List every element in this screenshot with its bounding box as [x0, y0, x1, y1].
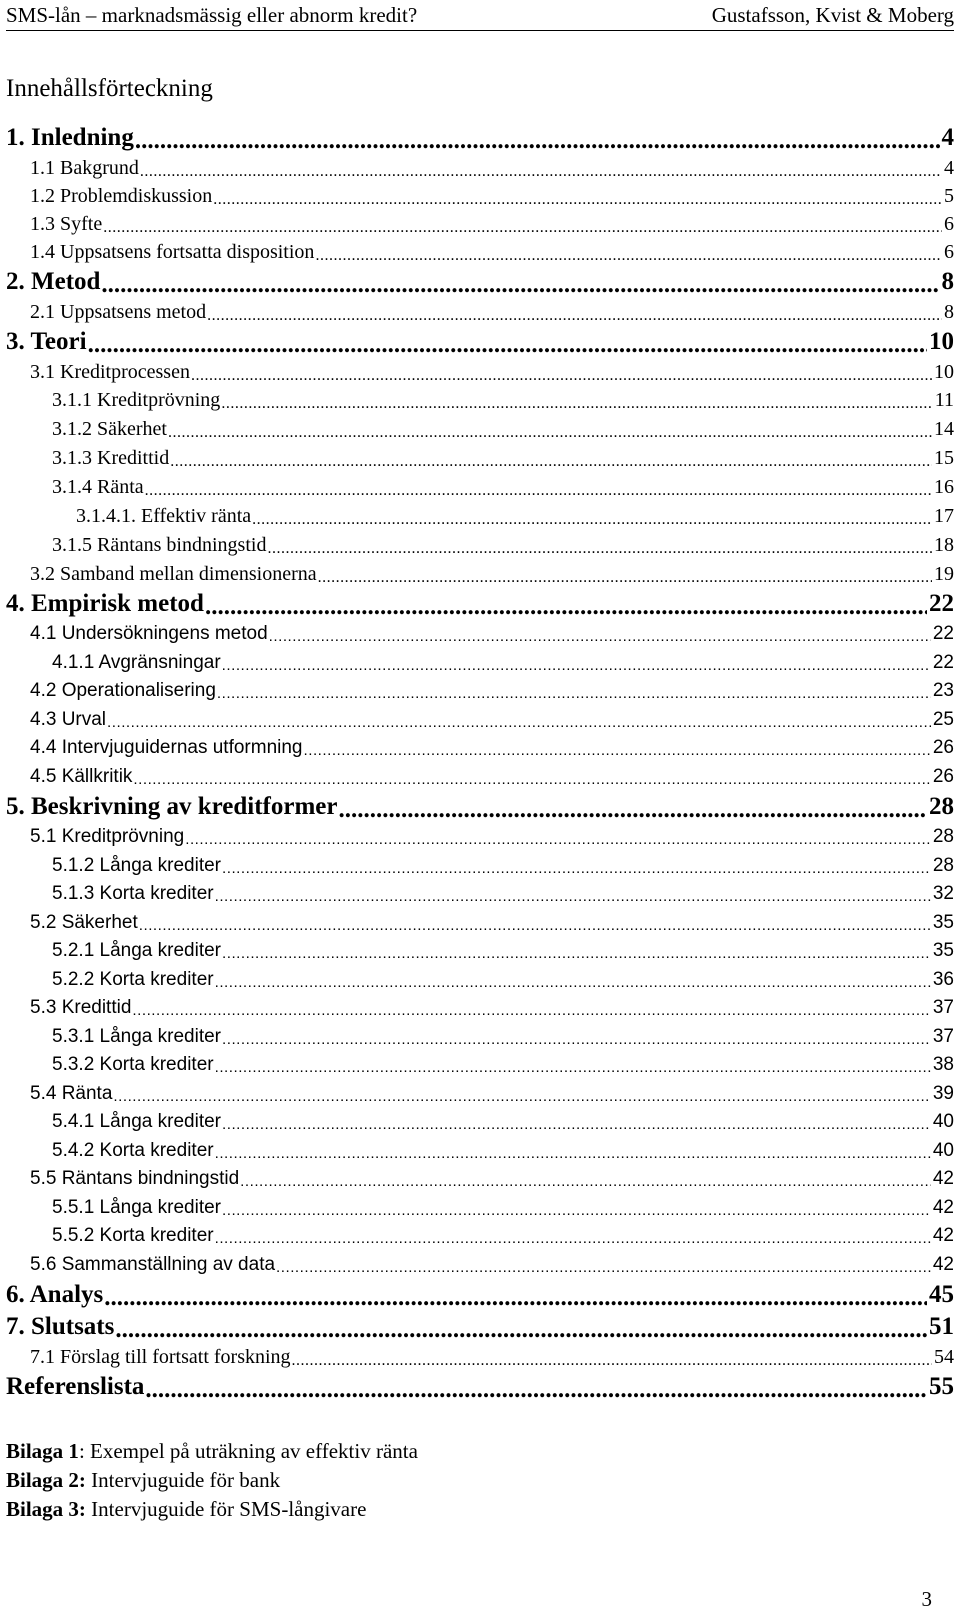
toc-entry-page: 28 [929, 793, 954, 820]
toc-entry[interactable] [0, 677, 954, 706]
dot-leader [191, 360, 932, 380]
dot-leader [215, 1224, 931, 1243]
toc-entry-label: 3.2 Samband mellan dimensionerna [30, 563, 317, 585]
toc-entry-page: 6 [944, 213, 954, 235]
toc-entry-label: 1.2 Problemdiskussion [30, 185, 213, 207]
toc-entry[interactable] [0, 852, 954, 881]
toc-entry-label: 5.4 Ränta [30, 1082, 113, 1104]
appendix-entry[interactable] [6, 1466, 280, 1494]
toc-entry-label: 3.1.5 Räntans bindningstid [52, 534, 267, 556]
toc-entry-page: 16 [934, 476, 954, 498]
toc-entry-page: 18 [934, 534, 954, 556]
header-authors: Gustafsson, Kvist & Moberg [711, 3, 954, 27]
toc-entry-label: 2.1 Uppsatsens metod [30, 301, 207, 323]
toc-entry-label: 5.6 Sammanställning av data [30, 1253, 276, 1275]
toc-entry-label: 5.3 Kredittid [30, 997, 132, 1018]
toc-entry[interactable] [0, 415, 954, 444]
page-number: 3 [921, 1587, 932, 1611]
toc-entry-label: 1. Inledning [6, 124, 134, 151]
toc-entry-label: 5.1 Kreditprövning [30, 826, 185, 847]
toc-entry-label: 4.3 Urval [30, 708, 107, 730]
toc-entry[interactable] [0, 326, 954, 358]
appendix-text: Exempel på uträkning av effektiv ränta [84, 1439, 418, 1463]
toc-entry-page: 6 [944, 241, 954, 263]
toc-entry[interactable] [0, 1165, 954, 1194]
dot-leader [292, 1345, 932, 1365]
toc-entry-page: 8 [944, 301, 954, 323]
toc-entry-page: 4 [944, 157, 954, 179]
toc-entry-page: 37 [932, 997, 954, 1018]
toc-entry[interactable] [0, 1080, 954, 1109]
toc-entry-label: 6. Analys [6, 1281, 104, 1308]
appendix-label: Bilaga 3: [6, 1497, 86, 1521]
dot-leader [269, 622, 931, 641]
toc-entry[interactable] [0, 182, 954, 210]
dot-leader [215, 882, 931, 901]
toc-entry-page: 28 [932, 854, 954, 876]
appendix-entry[interactable] [6, 1495, 366, 1523]
toc-entry-page: 42 [932, 1196, 954, 1218]
toc-entry-label: 4.1 Undersökningens metod [30, 623, 268, 644]
running-header [6, 0, 954, 31]
dot-leader [318, 562, 932, 582]
appendix-label: Bilaga 1 [6, 1439, 79, 1463]
toc-entry-label: 3.1.2 Säkerhet [52, 418, 167, 440]
toc-entry-label: 5. Beskrivning av kreditformer [6, 793, 338, 820]
toc-entry-page: 8 [941, 268, 954, 295]
toc-entry-label: 5.3.1 Långa krediter [52, 1025, 222, 1047]
appendix-text: Intervjuguide för bank [85, 1468, 281, 1492]
toc-entry[interactable] [0, 706, 954, 735]
dot-leader [168, 417, 932, 437]
toc-entry[interactable] [0, 880, 954, 909]
toc-entry-label: 3.1 Kreditprocessen [30, 361, 190, 383]
dot-leader [101, 269, 939, 294]
toc-entry-page: 25 [932, 708, 954, 730]
toc-entry-page: 40 [932, 1139, 954, 1161]
toc-entry-page: 4 [941, 124, 954, 151]
toc-entry-page: 10 [934, 361, 954, 383]
toc-entry-page: 39 [932, 1082, 954, 1104]
toc-entry[interactable] [0, 1343, 954, 1371]
toc-entry[interactable] [0, 1279, 954, 1311]
toc-entry[interactable] [0, 588, 954, 620]
toc-entry-label: 7. Slutsats [6, 1313, 115, 1340]
toc-entry-label: 4.5 Källkritik [30, 765, 133, 787]
dot-leader [115, 1314, 927, 1339]
dot-leader [222, 939, 931, 958]
toc-entry-page: 22 [932, 651, 954, 673]
toc-entry-page: 23 [932, 680, 954, 701]
toc-entry[interactable] [0, 1311, 954, 1343]
dot-leader [145, 1374, 927, 1399]
toc-entry-label: 5.2.1 Långa krediter [52, 940, 222, 961]
toc-entry-page: 45 [929, 1281, 954, 1308]
toc-entry-page: 26 [932, 765, 954, 787]
dot-leader [139, 911, 931, 930]
toc-entry-label: 3.1.4 Ränta [52, 476, 144, 498]
toc-entry[interactable] [0, 823, 954, 852]
toc-entry[interactable] [0, 122, 954, 154]
dot-leader [107, 708, 931, 727]
toc-entry-page: 5 [944, 185, 954, 207]
dot-leader [145, 475, 932, 495]
toc-entry-label: 5.2 Säkerhet [30, 911, 138, 933]
toc-entry[interactable] [0, 937, 954, 966]
dot-leader [215, 1053, 931, 1072]
dot-leader [170, 446, 932, 466]
dot-leader [88, 329, 927, 354]
toc-entry-page: 36 [932, 968, 954, 990]
toc-entry-page: 22 [932, 623, 954, 644]
toc-entry[interactable] [0, 1023, 954, 1052]
toc-entry-page: 40 [932, 1111, 954, 1132]
toc-entry-label: 4.1.1 Avgränsningar [52, 651, 221, 673]
toc-entry[interactable] [0, 620, 954, 649]
toc-entry-page: 28 [932, 826, 954, 847]
appendix-text: Intervjuguide för SMS-långivare [85, 1497, 367, 1521]
toc-entry-label: 1.4 Uppsatsens fortsatta disposition [30, 241, 315, 263]
toc-entry[interactable] [0, 909, 954, 938]
dot-leader [222, 854, 931, 873]
toc-entry[interactable] [0, 791, 954, 823]
dot-leader [338, 794, 927, 819]
toc-entry-page: 32 [932, 883, 954, 904]
dot-leader [132, 996, 930, 1015]
header-title: SMS-lån – marknadsmässig eller abnorm kredit? [6, 3, 418, 27]
toc-entry[interactable] [0, 358, 954, 386]
toc-entry-page: 14 [934, 418, 954, 440]
toc-entry-page: 19 [934, 563, 954, 585]
toc-entry-label: 5.1.2 Långa krediter [52, 854, 222, 876]
toc-entry[interactable] [0, 1108, 954, 1137]
toc-entry-label: 3.1.1 Kreditprövning [52, 389, 221, 411]
toc-entry[interactable] [0, 966, 954, 995]
toc-entry-page: 55 [929, 1373, 954, 1400]
toc-entry-page: 51 [929, 1313, 954, 1340]
toc-entry-page: 38 [932, 1054, 954, 1075]
toc-entry[interactable] [0, 560, 954, 588]
toc-entry-page: 17 [934, 505, 954, 527]
dot-leader [240, 1167, 931, 1186]
toc-entry-label: 5.3.2 Korta krediter [52, 1054, 214, 1075]
toc-entry-label: 5.5.2 Korta krediter [52, 1225, 214, 1246]
dot-leader [267, 533, 932, 553]
toc-entry-label: 5.5.1 Långa krediter [52, 1196, 222, 1218]
toc-entry-page: 15 [934, 447, 954, 469]
toc-entry[interactable] [0, 473, 954, 502]
table-of-contents [0, 122, 960, 1403]
toc-entry[interactable] [0, 386, 954, 415]
dot-leader [222, 1196, 931, 1215]
dot-leader [133, 765, 930, 784]
toc-entry-page: 22 [929, 590, 954, 617]
appendix-label: Bilaga 2: [6, 1468, 86, 1492]
toc-entry[interactable] [0, 763, 954, 792]
toc-entry-label: 4.4 Intervjuguidernas utformning [30, 737, 303, 758]
toc-entry-page: 42 [932, 1225, 954, 1246]
toc-title: Innehållsförteckning [6, 75, 213, 102]
dot-leader [104, 1282, 927, 1307]
toc-entry-label: Referenslista [6, 1373, 145, 1400]
dot-leader [252, 504, 932, 524]
toc-entry[interactable] [0, 1137, 954, 1166]
appendix-separator: : [78, 1439, 85, 1463]
dot-leader [135, 125, 940, 150]
toc-entry-page: 42 [932, 1253, 954, 1275]
toc-entry-label: 5.1.3 Korta krediter [52, 883, 214, 904]
toc-entry-label: 7.1 Förslag till fortsatt forskning [30, 1346, 291, 1368]
dot-leader [205, 591, 927, 616]
toc-entry[interactable] [0, 1194, 954, 1223]
toc-entry[interactable] [0, 649, 954, 678]
toc-entry-label: 3.1.3 Kredittid [52, 447, 170, 469]
dot-leader [222, 1110, 931, 1129]
toc-entry-page: 37 [932, 1025, 954, 1047]
toc-entry-label: 4.2 Operationalisering [30, 680, 216, 701]
dot-leader [113, 1082, 930, 1101]
toc-entry-page: 35 [932, 940, 954, 961]
toc-entry-page: 35 [932, 911, 954, 933]
toc-entry[interactable] [0, 238, 954, 266]
dot-leader [140, 156, 942, 176]
toc-entry-label: 4. Empirisk metod [6, 590, 204, 617]
dot-leader [315, 240, 942, 260]
toc-entry-label: 2. Metod [6, 268, 101, 295]
toc-entry-page: 11 [934, 389, 954, 411]
dot-leader [185, 825, 931, 844]
toc-entry-label: 3.1.4.1. Effektiv ränta [76, 505, 252, 527]
toc-entry-page: 42 [932, 1168, 954, 1189]
toc-entry-label: 5.5 Räntans bindningstid [30, 1168, 240, 1189]
toc-entry-page: 54 [934, 1346, 954, 1368]
toc-entry[interactable] [0, 444, 954, 473]
toc-entry[interactable] [0, 531, 954, 560]
toc-entry-label: 1.1 Bakgrund [30, 157, 139, 179]
toc-entry-label: 3. Teori [6, 328, 87, 355]
dot-leader [207, 300, 942, 320]
dot-leader [215, 968, 931, 987]
toc-entry[interactable] [0, 994, 954, 1023]
toc-entry[interactable] [0, 154, 954, 182]
toc-entry[interactable] [0, 298, 954, 326]
appendix-entry[interactable] [6, 1437, 418, 1465]
toc-entry[interactable] [0, 1222, 954, 1251]
dot-leader [222, 651, 931, 670]
dot-leader [217, 679, 931, 698]
toc-entry-label: 5.4.1 Långa krediter [52, 1111, 222, 1132]
toc-entry-page: 10 [929, 328, 954, 355]
toc-entry[interactable] [0, 502, 954, 531]
toc-entry[interactable] [0, 734, 954, 763]
dot-leader [103, 212, 942, 232]
toc-entry[interactable] [0, 266, 954, 298]
toc-entry[interactable] [0, 210, 954, 238]
dot-leader [222, 1025, 931, 1044]
dot-leader [213, 184, 942, 204]
toc-entry[interactable] [0, 1251, 954, 1280]
toc-entry-label: 1.3 Syfte [30, 213, 103, 235]
dot-leader [304, 736, 931, 755]
dot-leader [276, 1253, 931, 1272]
toc-entry-page: 26 [932, 737, 954, 758]
dot-leader [215, 1139, 931, 1158]
toc-entry[interactable] [0, 1371, 954, 1403]
toc-entry[interactable] [0, 1051, 954, 1080]
toc-entry-label: 5.4.2 Korta krediter [52, 1139, 214, 1161]
dot-leader [221, 388, 932, 408]
toc-entry-label: 5.2.2 Korta krediter [52, 968, 214, 990]
